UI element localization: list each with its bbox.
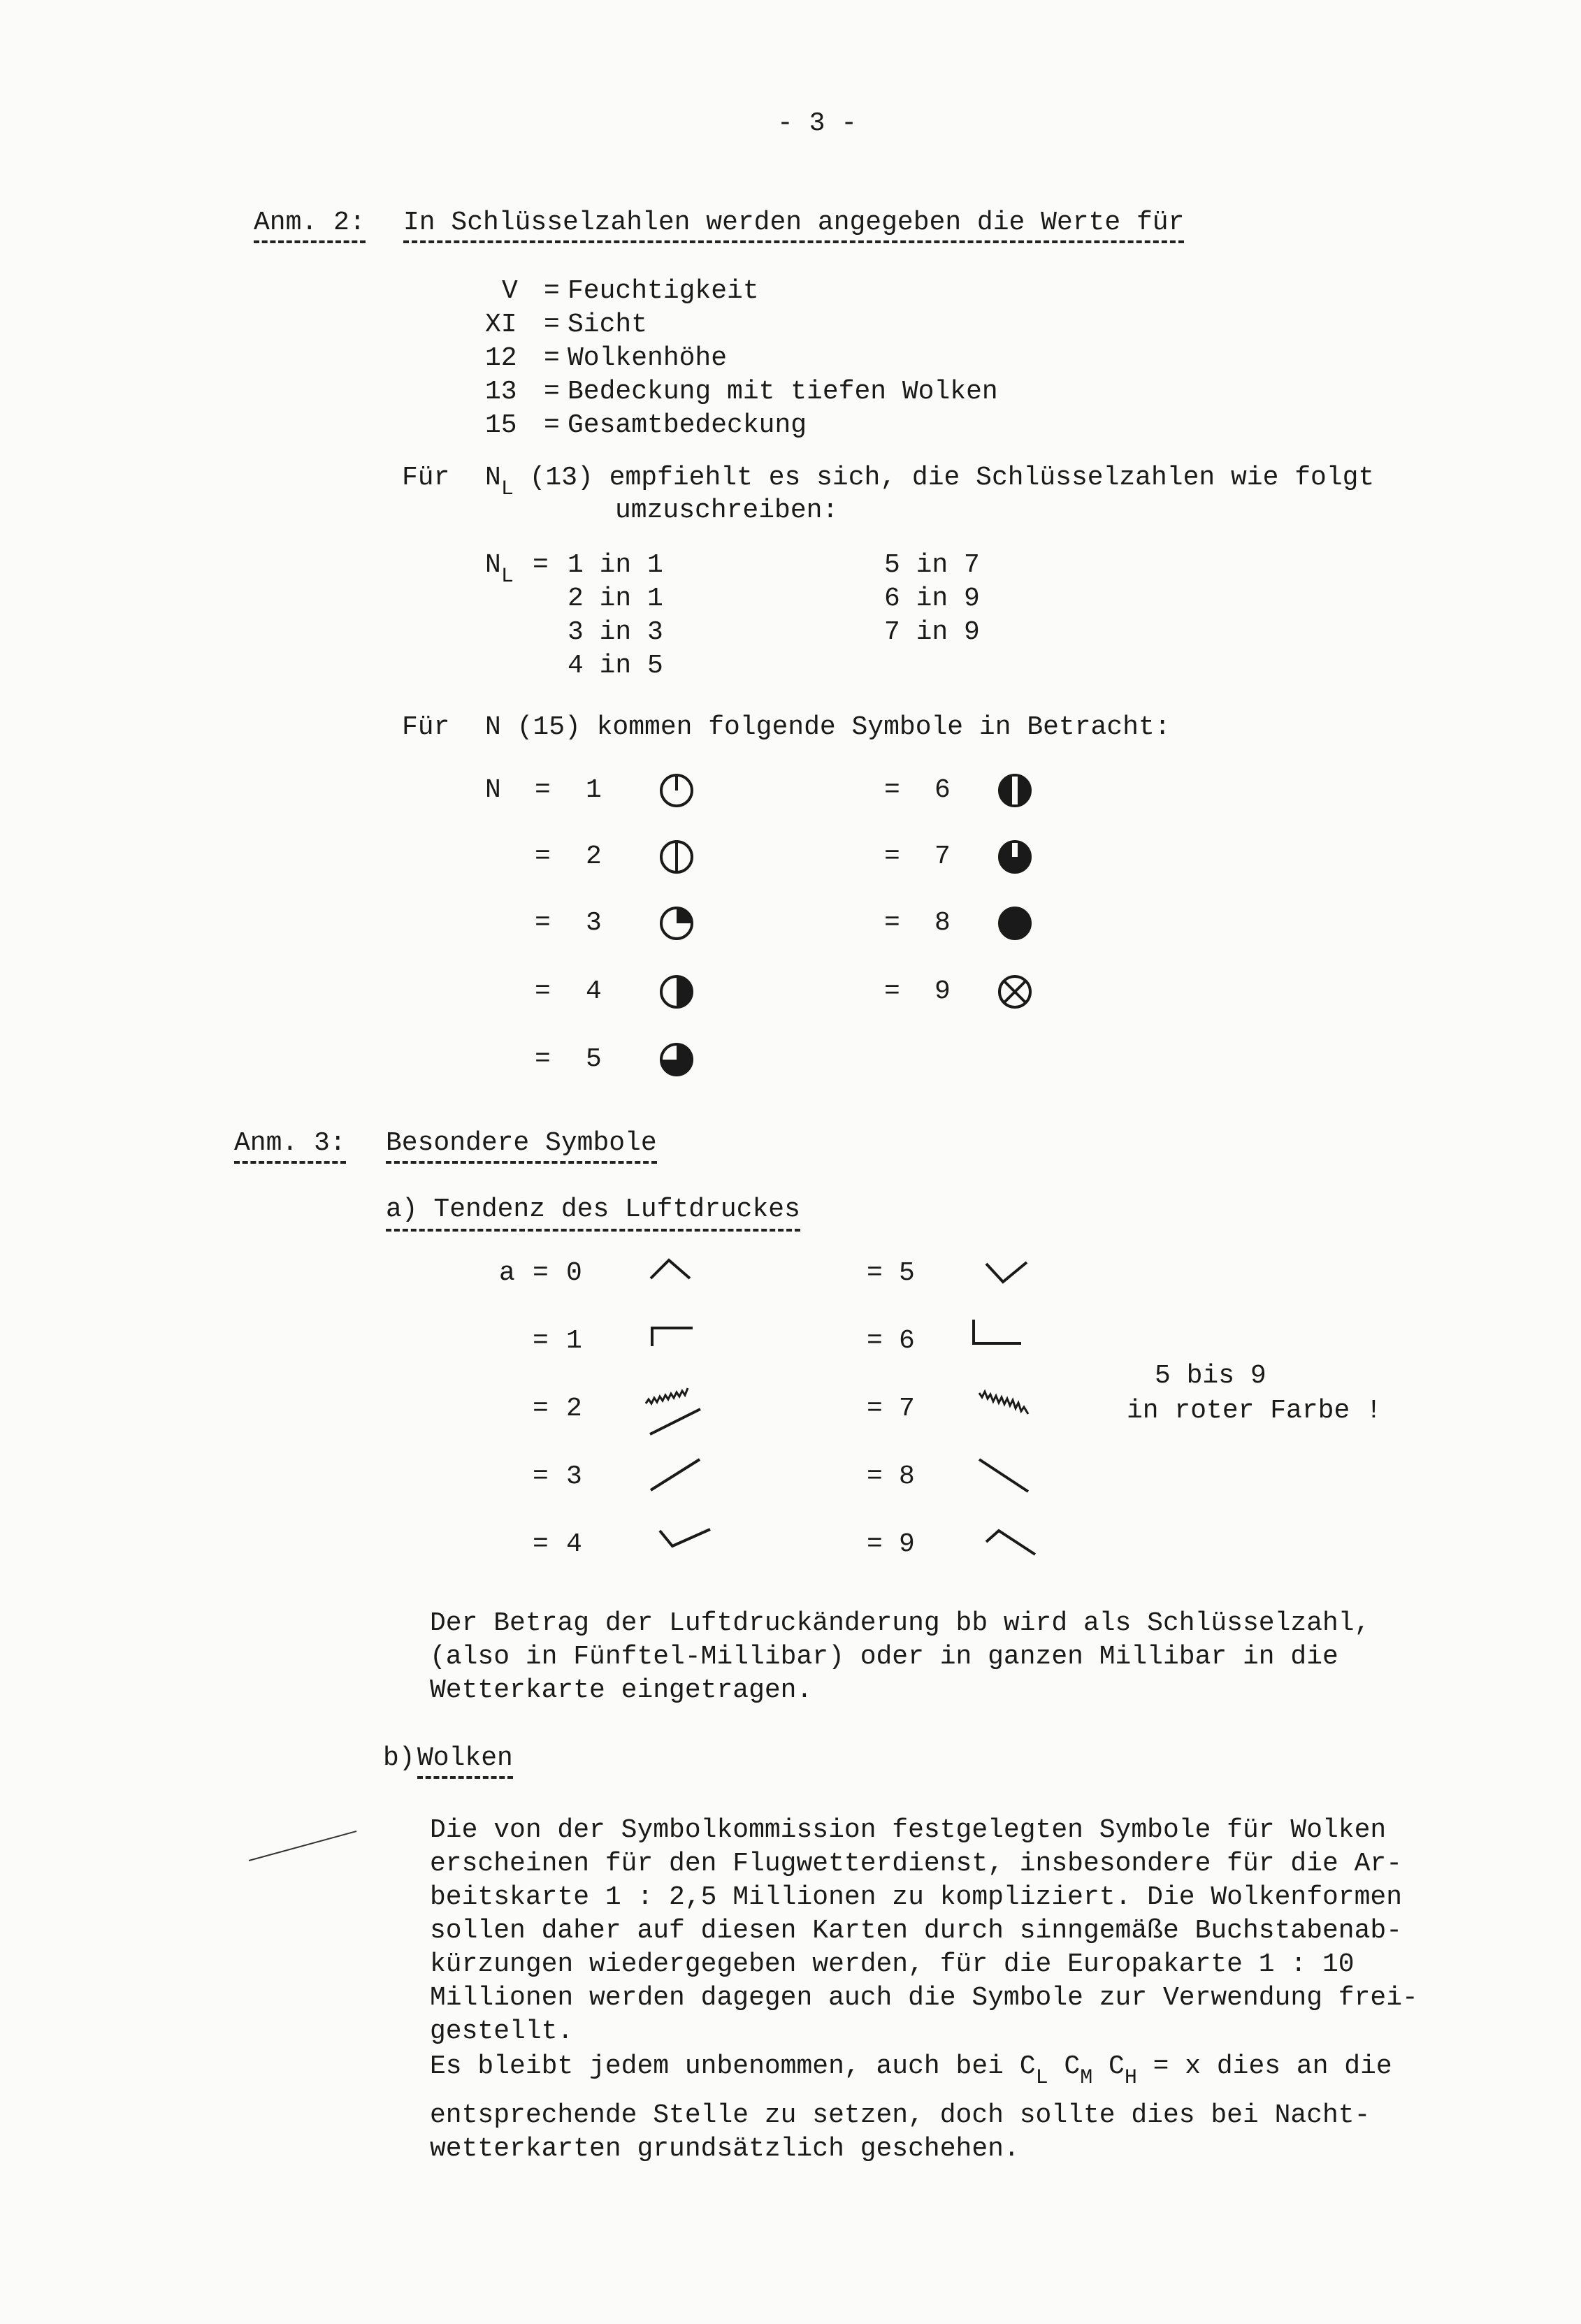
- nl-map-left-3: 4 in 5: [568, 651, 663, 681]
- cloud-cover-7-icon: [995, 837, 1034, 876]
- nl-symbol: N: [485, 463, 501, 493]
- margin-pencil-mark: [245, 1824, 363, 1866]
- clouds-cl-cm-ch-line: [430, 2051, 1392, 2090]
- tendency-2-icon: [643, 1378, 706, 1441]
- clouds-final-line: entsprechende Stelle zu setzen, doch sollte dies bei Nacht-: [430, 2100, 1371, 2130]
- nl-map-sub: L: [500, 565, 514, 589]
- tendency-value: 6: [899, 1326, 915, 1356]
- value-text: Bedeckung mit tiefen Wolken: [568, 377, 998, 407]
- eq: =: [535, 775, 551, 805]
- value-code: 13: [485, 377, 517, 407]
- clouds-paragraph-line: Die von der Symbolkommission festgelegten Symbole für Wolken: [430, 1815, 1387, 1845]
- eq: =: [535, 908, 551, 938]
- sub-h: H: [1124, 2066, 1137, 2090]
- value-text: Gesamtbedeckung: [568, 410, 807, 440]
- tendency-heading: [386, 1197, 800, 1223]
- value-text: Feuchtigkeit: [568, 276, 759, 306]
- c-symbol: C: [1109, 2051, 1125, 2081]
- clouds-paragraph-line: beitskarte 1 : 2,5 Millionen zu kompliziert. Die Wolkenformen: [430, 1882, 1403, 1912]
- sky-obscured-icon: [995, 972, 1034, 1011]
- tendency-9-icon: [982, 1524, 1038, 1559]
- tendency-note-line2: in roter Farbe !: [1127, 1396, 1382, 1426]
- tendency-value: 1: [566, 1326, 582, 1356]
- nl-fuer: Für: [402, 463, 450, 493]
- tendency-0-icon: [647, 1255, 695, 1283]
- eq: =: [884, 775, 900, 805]
- value-eq: =: [544, 410, 560, 440]
- clouds-paragraph-line: erscheinen für den Flugwetterdienst, insbesondere für die Ar-: [430, 1849, 1403, 1879]
- value-code: XI: [485, 310, 517, 340]
- tendency-value: 7: [899, 1394, 915, 1424]
- tendency-4-icon: [657, 1522, 713, 1557]
- eq: =: [884, 976, 900, 1006]
- clouds-paragraph-line: gestellt.: [430, 2016, 574, 2047]
- clouds-label: b): [383, 1743, 415, 1773]
- eq: =: [533, 1326, 549, 1356]
- tendency-value: 9: [899, 1529, 915, 1559]
- eq: =: [533, 1394, 549, 1424]
- n-value: 2: [586, 842, 602, 872]
- clouds-paragraph-line: Millionen werden dagegen auch die Symbole zur Verwendung frei-: [430, 1983, 1418, 2013]
- tendency-value: 3: [566, 1461, 582, 1492]
- eq: =: [535, 842, 551, 872]
- tendency-note-line1: 5 bis 9: [1155, 1361, 1266, 1391]
- sub-l: L: [1035, 2066, 1048, 2090]
- cloud-cover-4-icon: [657, 972, 696, 1011]
- eq: =: [884, 908, 900, 938]
- anm3-heading: Besondere Symbole: [386, 1130, 657, 1164]
- c-symbol: C: [1019, 2051, 1036, 2081]
- value-code: V: [502, 276, 518, 306]
- tendency-lead: a: [499, 1258, 515, 1288]
- clouds-heading: Wolken: [417, 1745, 513, 1779]
- cloud-cover-8-icon: [995, 904, 1034, 943]
- eq: =: [867, 1258, 883, 1288]
- n-value: 3: [586, 908, 602, 938]
- pressure-paragraph-line: Der Betrag der Luftdruckänderung bb wird als Schlüsselzahl,: [430, 1608, 1371, 1638]
- eq: =: [533, 1461, 549, 1492]
- n-value: 5: [586, 1044, 602, 1074]
- nl-map-left-1: 2 in 1: [568, 584, 663, 614]
- cloud-cover-3-icon: [657, 904, 696, 943]
- nl-intro-line: [485, 463, 1375, 501]
- tendency-8-icon: [975, 1454, 1031, 1496]
- eq: =: [535, 1044, 551, 1074]
- n-lead: N: [485, 775, 501, 805]
- tendency-value: 4: [566, 1529, 582, 1559]
- page-number: - 3 -: [777, 108, 858, 138]
- clouds-paragraph-line: kürzungen wiedergegeben werden, für die Europakarte 1 : 10: [430, 1949, 1355, 1979]
- tendency-value: 5: [899, 1258, 915, 1288]
- nl-subscript: L: [500, 477, 514, 501]
- tendency-1-icon: [647, 1321, 695, 1349]
- n-intro-text: N (15) kommen folgende Symbole in Betracht:: [485, 712, 1171, 742]
- line-text: Es bleibt jedem unbenommen, auch bei: [430, 2051, 1020, 2081]
- clouds-final-line: wetterkarten grundsätzlich geschehen.: [430, 2134, 1020, 2164]
- value-eq: =: [544, 310, 560, 340]
- value-code: 15: [485, 410, 517, 440]
- pressure-paragraph-line: (also in Fünftel-Millibar) oder in ganzen Millibar in die: [430, 1642, 1338, 1672]
- n-value: 7: [934, 842, 951, 872]
- nl-intro-line2: umzuschreiben:: [615, 496, 839, 526]
- value-eq: =: [544, 276, 560, 306]
- cloud-cover-2-icon: [657, 837, 696, 876]
- eq: =: [867, 1394, 883, 1424]
- nl-map-right-0: 5 in 7: [884, 550, 980, 580]
- anm2-heading: In Schlüsselzahlen werden angegeben die Werte für: [403, 210, 1184, 243]
- line-text: = x dies an die: [1136, 2051, 1392, 2081]
- n-value: 4: [586, 976, 602, 1006]
- cloud-cover-6-icon: [995, 771, 1034, 810]
- tendency-value: 0: [566, 1258, 582, 1288]
- nl-map-n: N: [485, 550, 501, 580]
- pressure-paragraph-line: Wetterkarte eingetragen.: [430, 1675, 813, 1705]
- value-text: Wolkenhöhe: [568, 343, 728, 373]
- tendency-value: 2: [566, 1394, 582, 1424]
- nl-map-symbol: [485, 550, 514, 589]
- eq: =: [533, 1529, 549, 1559]
- c-symbol: C: [1064, 2051, 1081, 2081]
- n-value: 8: [934, 908, 951, 938]
- eq: =: [867, 1529, 883, 1559]
- anm3-label: Anm. 3:: [234, 1130, 346, 1164]
- tendency-value: 8: [899, 1461, 915, 1492]
- nl-map-right-2: 7 in 9: [884, 617, 980, 647]
- eq: =: [533, 1258, 549, 1288]
- nl-map-right-1: 6 in 9: [884, 584, 980, 614]
- tendency-6-icon: [968, 1315, 1024, 1350]
- n-value: 6: [934, 775, 951, 805]
- value-text: Sicht: [568, 310, 648, 340]
- sub-m: M: [1080, 2066, 1093, 2090]
- nl-intro-text: (13) empfiehlt es sich, die Schlüsselzahlen wie folgt: [513, 463, 1375, 493]
- n-fuer: Für: [402, 712, 450, 742]
- clouds-paragraph-line: sollen daher auf diesen Karten durch sinngemäße Buchstabenab-: [430, 1916, 1403, 1946]
- cloud-cover-5-icon: [657, 1040, 696, 1079]
- eq: =: [884, 842, 900, 872]
- anm2-label: Anm. 2:: [254, 210, 366, 243]
- nl-map-left-0: 1 in 1: [568, 550, 663, 580]
- nl-map-left-2: 3 in 3: [568, 617, 663, 647]
- n-value: 1: [586, 775, 602, 805]
- eq: =: [867, 1326, 883, 1356]
- cloud-cover-1-icon: [657, 771, 696, 810]
- value-code: 12: [485, 343, 517, 373]
- tendency-3-icon: [647, 1454, 702, 1496]
- n-value: 9: [934, 976, 951, 1006]
- tendency-heading-text: a) Tendenz des Luftdruckes: [386, 1195, 800, 1232]
- nl-map-eq: =: [533, 550, 549, 580]
- value-eq: =: [544, 343, 560, 373]
- eq: =: [535, 976, 551, 1006]
- tendency-5-icon: [982, 1258, 1031, 1286]
- tendency-7-icon: [975, 1387, 1038, 1422]
- eq: =: [867, 1461, 883, 1492]
- value-eq: =: [544, 377, 560, 407]
